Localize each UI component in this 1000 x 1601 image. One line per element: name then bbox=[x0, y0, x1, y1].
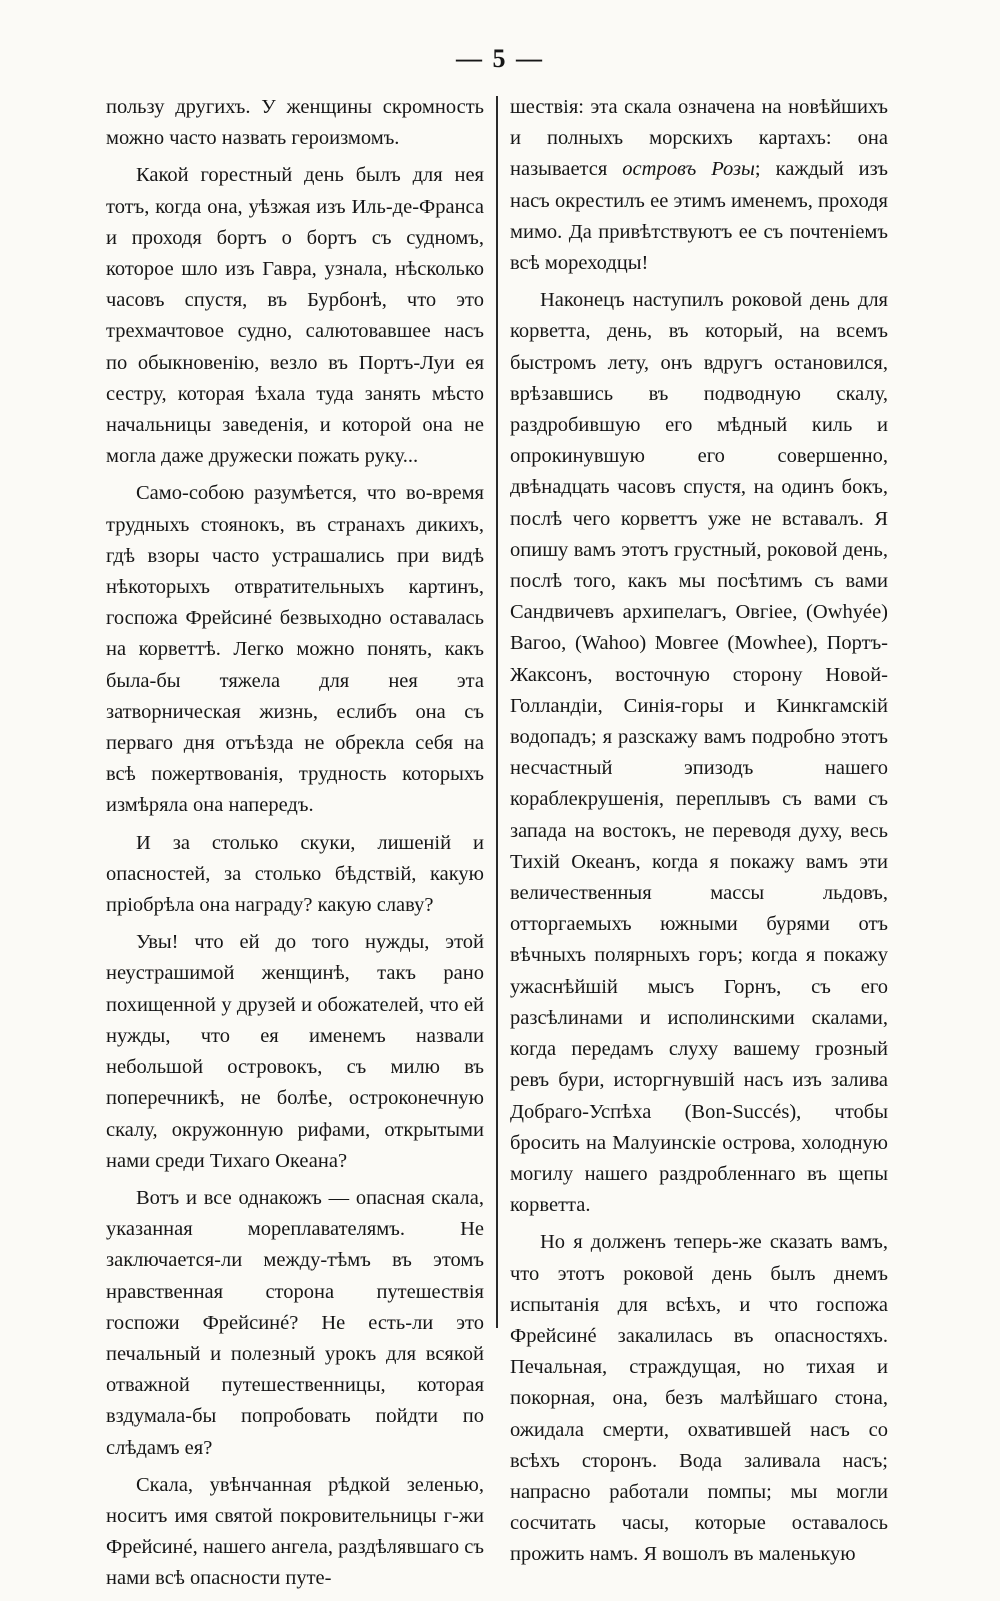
left-paragraph: Какой горестный день былъ для нея тотъ, когда она, уѣзжая изъ Иль-де-Франса и проходя бортъ о бортъ съ судномъ, которое шло изъ Гавра, узнала, нѣсколько часовъ спустя, въ Бурбонѣ, что это трехмачтовое судно, салютовавшее насъ по обыкновенію, везло въ Портъ-Луи ея сестру, которая ѣхала туда занять мѣсто начальницы заведенія, и которой она не могла даже дружески пожать руку... bbox=[106, 164, 484, 468]
right-paragraph: Наконецъ наступилъ роковой день для корветта, день, въ который, на всемъ быстромъ лету, онъ вдругъ остановился, врѣзавшись въ подводную скалу, раздробившую его мѣдный киль и опрокинувшую его совершенно, двѣнадцать часовъ спустя, на одинъ бокъ, послѣ чего корветтъ уже не вставалъ. Я опишу вамъ этотъ грустный, роковой день, послѣ того, какъ мы посѣтимъ съ вами Сандвичевъ архипелагъ, Овгiее, (Owhyée) Вагоо, (Wahoo) Мовгее (Mowhee), Портъ-Жаксонъ, восточную сторону Новой-Голландіи, Синія-горы и Кинкгамскій водопадъ; я разскажу вамъ подробно этотъ несчастный эпизодъ нашего кораблекрушенія, переплывъ съ вами съ запада на востокъ, не переводя духу, весь Тихій Океанъ, когда я покажу вамъ эти величественныя массы льдовъ, отторгаемыхъ южными бурями отъ вѣчныхъ полярныхъ горъ; когда я покажу ужаснѣйшій мысъ Горнъ, съ его разсѣлинами и исполинскими скалами, когда передамъ слуху вашему грозный ревъ бури, исторгнувшій насъ изъ залива Добраго-Успѣха (Bon-Succés), чтобы бросить на Малуинскіе острова, холодную могилу нашего раздробленнаго въ щепы корветта. bbox=[510, 289, 888, 1217]
left-paragraph: И за столько скуки, лишеній и опасностей, за столько бѣдствій, какую пріобрѣла она награду? какую славу? bbox=[106, 831, 484, 917]
left-paragraph: Увы! что ей до того нужды, этой неустрашимой женщинѣ, такъ рано похищенной у друзей и обожателей, что ей нужды, что ея именемъ назвали небольшой островокъ, съ милю въ поперечникѣ, не болѣе, остроконечную скалу, окружонную рифами, открытыми нами среди Тихаго Океана? bbox=[106, 931, 484, 1172]
left-paragraph: Вотъ и все однакожъ — опасная скала, указанная мореплавателямъ. Не заключается-ли между-тѣмъ въ этомъ нравственная сторона путешествія госпожи Фрейсинé? Не есть-ли это печальный и полезный урокъ для всякой отважной путешественницы, которая вздумала-бы попробовать пойдти по слѣдамъ ея? bbox=[106, 1186, 484, 1459]
page-number: — 5 — bbox=[456, 44, 544, 73]
left-column bbox=[106, 92, 484, 1601]
paragraph-text: шествія: эта скала означена на новѣйшихъ и полныхъ морскихъ картахъ: она называется bbox=[510, 96, 888, 181]
paragraph-text: ; каждый изъ насъ окрестилъ ее этимъ именемъ, проходя мимо. Да привѣтствуютъ ее съ почтеніемъ всѣ мореходцы! bbox=[510, 158, 888, 275]
column-divider bbox=[496, 96, 498, 1328]
left-paragraph: Само-собою разумѣется, что во-время трудныхъ стоянокъ, въ странахъ дикихъ, гдѣ взоры часто устрашались при видѣ нѣкоторыхъ отвратительныхъ картинъ, госпожа Фрейсинé безвыходно оставалась на корветтѣ. Легко можно понять, какъ была-бы тяжела для нея эта затворническая жизнь, еслибъ она съ перваго дня отъѣзда не обрекла себя на всѣ пожертвованія, трудность которыхъ измѣряла она напередъ. bbox=[106, 482, 484, 817]
right-column bbox=[510, 92, 888, 1577]
right-paragraph bbox=[510, 92, 888, 279]
left-paragraph: пользу другихъ. У женщины скромность можно часто назвать героизмомъ. bbox=[106, 96, 484, 150]
right-paragraph: Но я долженъ теперь-же сказать вамъ, что этотъ роковой день былъ днемъ испытанія для всѣхъ, и что госпожа Фрейсинé закалилась въ опасностяхъ. Печальная, страждущая, но тихая и покорная, она, безъ малѣйшаго стона, ожидала смерти, охватившей насъ со всѣхъ сторонъ. Вода заливала насъ; напрасно работали помпы; мы могли сосчитать часы, которые оставалось прожить намъ. Я вошолъ въ маленькую bbox=[510, 1231, 888, 1566]
island-name-italic: островъ Розы bbox=[622, 158, 755, 181]
left-paragraph: Скала, увѣнчанная рѣдкой зеленью, носитъ имя святой покровительницы г-жи Фрейсинé, нашего ангела, раздѣлявшаго съ нами всѣ опасности путе- bbox=[106, 1473, 484, 1590]
